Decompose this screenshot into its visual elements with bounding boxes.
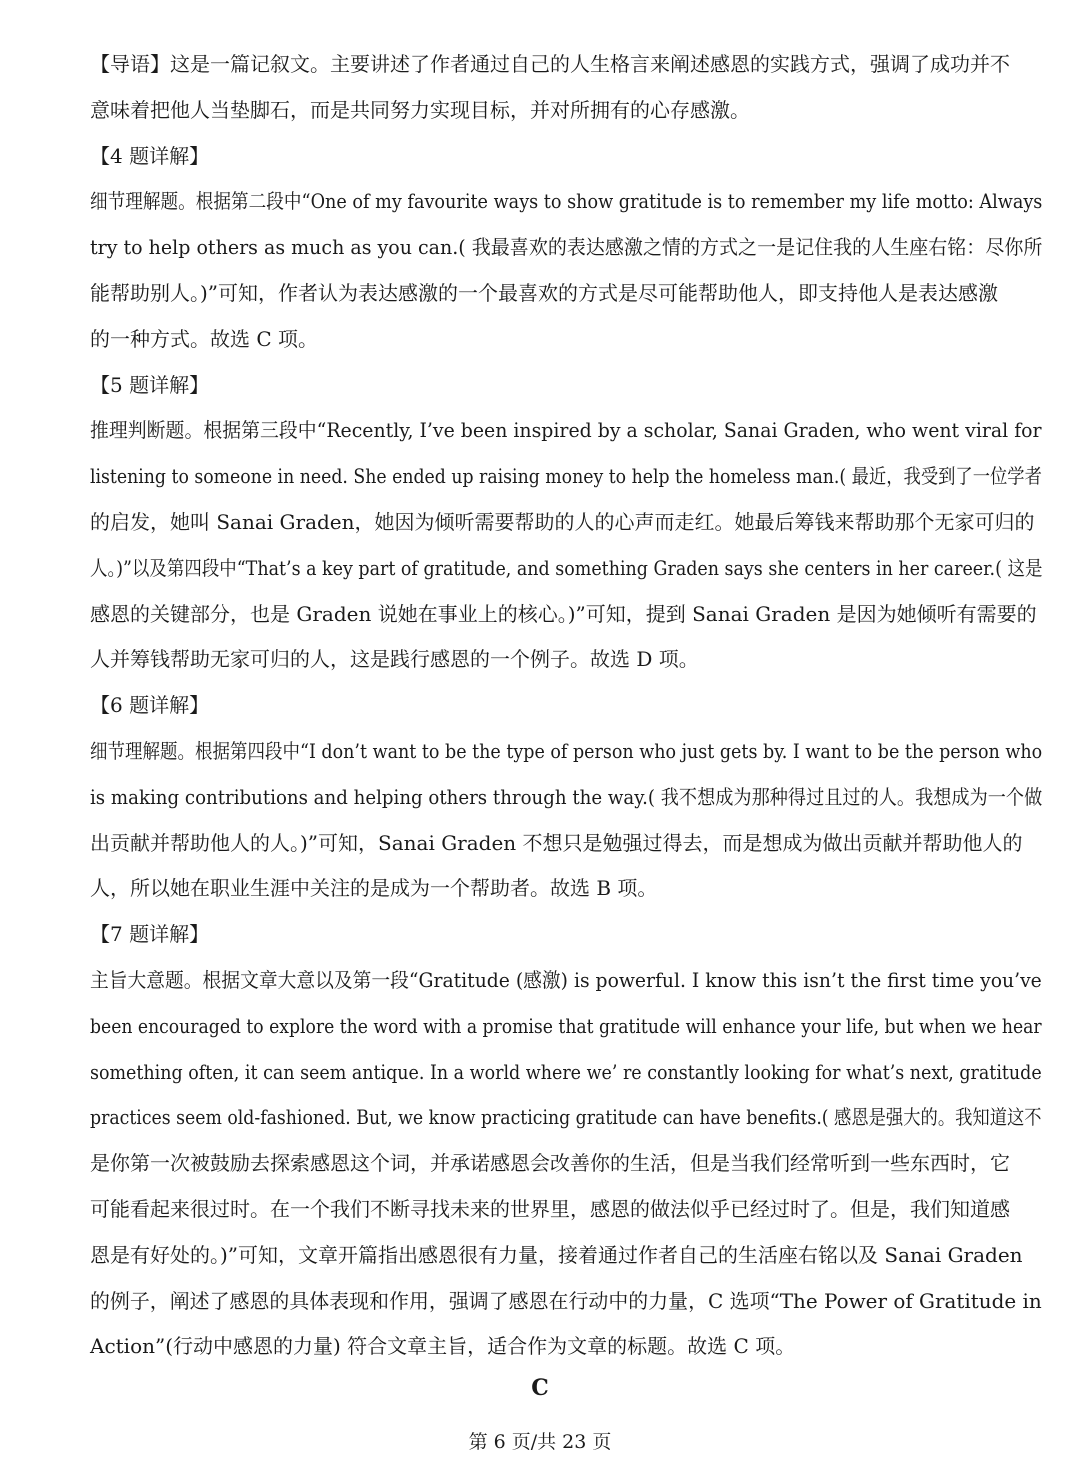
q6-line: is making contributions and helping others through the way.( 我不想成为那种得过且过的人。我想成为一个做 <box>90 784 1043 809</box>
q5-line: 推理判断题。根据第三段中“Recently, I’ve been inspired by a scholar, Sanai Graden, who went viral for <box>90 418 1042 443</box>
q5-line: 的启发，她叫 Sanai Graden，她因为倾听需要帮助的人的心声而走红。她最后筹钱来帮助那个无家可归的 <box>90 509 1035 534</box>
q7-line: 是你第一次被鼓励去探索感恩这个词，并承诺感恩会改善你的生活，但是当我们经常听到一些东西时，它 <box>90 1151 1010 1176</box>
q6-heading: 【6 题详解】 <box>90 693 210 718</box>
q7-heading: 【7 题详解】 <box>90 922 210 947</box>
q7-line: something often, it can seem antique. In a world where we’ re constantly looking for what’s next, gratitude <box>90 1059 1042 1084</box>
q5-heading: 【5 题详解】 <box>90 372 210 397</box>
q4-line: try to help others as much as you can.( 我最喜欢的表达感激之情的方式之一是记住我的人生座右铭：尽你所 <box>90 235 1043 260</box>
q4-line: 的一种方式。故选 C 项。 <box>90 326 319 351</box>
page-number: 第 6 页/共 23 页 <box>468 1431 612 1453</box>
q7-line: 的例子，阐述了感恩的具体表现和作用，强调了感恩在行动中的力量，C 选项“The Power of Gratitude in <box>90 1288 1042 1313</box>
document-body <box>90 42 1042 1370</box>
intro-line: 【导语】这是一篇记叙文。主要讲述了作者通过自己的人生格言来阐述感恩的实践方式，强调了成功并不 <box>90 52 1010 76</box>
intro-line: 意味着把他人当垫脚石，而是共同努力实现目标，并对所拥有的心存感激。 <box>90 97 750 122</box>
q6-line: 出贡献并帮助他人的人。)”可知，Sanai Graden 不想只是勉强过得去，而是想成为做出贡献并帮助他人的 <box>90 830 1023 855</box>
q7-line: 恩是有好处的。)”可知，文章开篇指出感恩很有力量，接着通过作者自己的生活座右铭以及 Sanai Graden <box>90 1242 1023 1267</box>
q5-line: 感恩的关键部分，也是 Graden 说她在事业上的核心。)”可知，提到 Sanai Graden 是因为她倾听有需要的 <box>90 601 1037 626</box>
q7-line: 主旨大意题。根据文章大意以及第一段“Gratitude (感激) is powerful. I know this isn’t the first time you’ve <box>90 967 1042 992</box>
q7-line: practices seem old-fashioned. But, we know practicing gratitude can have benefits.( 感恩是强大的。我知道这不 <box>90 1105 1042 1130</box>
q6-line: 人，所以她在职业生涯中关注的是成为一个帮助者。故选 B 项。 <box>90 876 658 901</box>
q4-line: 能帮助别人。)”可知，作者认为表达感激的一个最喜欢的方式是尽可能帮助他人，即支持他人是表达感激 <box>90 280 999 305</box>
q4-line: 细节理解题。根据第二段中“One of my favourite ways to show gratitude is to remember my life motto: Always <box>90 189 1043 214</box>
q7-line: been encouraged to explore the word with a promise that gratitude will enhance your life, but when we hear <box>90 1013 1042 1038</box>
q6-line: 细节理解题。根据第四段中“I don’t want to be the type of person who just gets by. I want to be the person who <box>90 738 1043 763</box>
q5-line: 人。)”以及第四段中“That’s a key part of gratitude, and something Graden says she centers in her career.( 这是 <box>90 555 1043 580</box>
q5-line: listening to someone in need. She ended up raising money to help the homeless man.( 最近，我受到了一位学者 <box>90 464 1042 489</box>
q7-line: 可能看起来很过时。在一个我们不断寻找未来的世界里，感恩的做法似乎已经过时了。但是，我们知道感 <box>90 1196 1010 1221</box>
section-heading: C <box>531 1375 549 1401</box>
q4-heading: 【4 题详解】 <box>90 143 210 168</box>
q7-line: Action”(行动中感恩的力量) 符合文章主旨，适合作为文章的标题。故选 C 项。 <box>90 1334 796 1359</box>
q5-line: 人并筹钱帮助无家可归的人，这是践行感恩的一个例子。故选 D 项。 <box>90 647 699 672</box>
